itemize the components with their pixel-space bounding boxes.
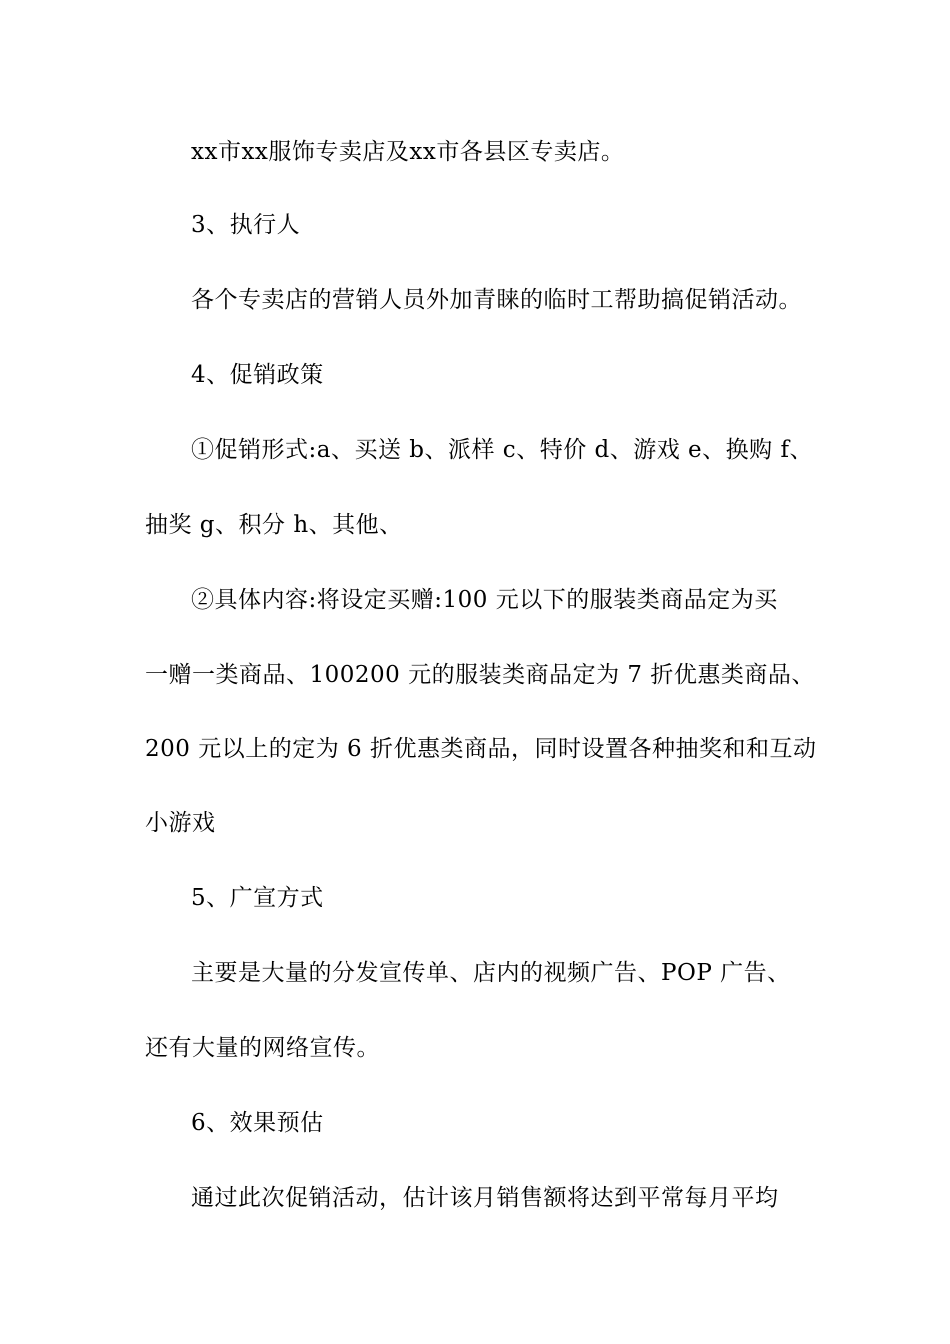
heading-executor: 3、执行人 bbox=[191, 212, 301, 238]
paragraph-executor: 各个专卖店的营销人员外加青睐的临时工帮助搞促销活动。 bbox=[191, 287, 802, 313]
paragraph-details-cont-2: 200 元以上的定为 6 折优惠类商品，同时设置各种抽奖和和互动 bbox=[145, 736, 817, 762]
paragraph-store-scope: xx市xx服饰专卖店及xx市各县区专卖店。 bbox=[191, 139, 625, 165]
heading-advertising: 5、广宣方式 bbox=[191, 885, 324, 911]
paragraph-advertising-cont: 还有大量的网络宣传。 bbox=[145, 1035, 380, 1061]
paragraph-promotion-forms: ①促销形式:a、买送 b、派样 c、特价 d、游戏 e、换购 f、 bbox=[191, 437, 813, 463]
heading-promotion-policy: 4、促销政策 bbox=[191, 362, 324, 388]
paragraph-details-cont-1: 一赠一类商品、100200 元的服装类商品定为 7 折优惠类商品、 bbox=[145, 662, 815, 688]
paragraph-advertising: 主要是大量的分发宣传单、店内的视频广告、POP 广告、 bbox=[191, 960, 791, 986]
paragraph-details: ②具体内容:将设定买赠:100 元以下的服装类商品定为买 bbox=[191, 587, 778, 613]
paragraph-details-cont-3: 小游戏 bbox=[145, 810, 216, 836]
paragraph-promotion-forms-cont: 抽奖 g、积分 h、其他、 bbox=[145, 512, 403, 538]
heading-effect-estimate: 6、效果预估 bbox=[191, 1110, 324, 1136]
paragraph-effect-estimate: 通过此次促销活动，估计该月销售额将达到平常每月平均 bbox=[191, 1185, 779, 1211]
